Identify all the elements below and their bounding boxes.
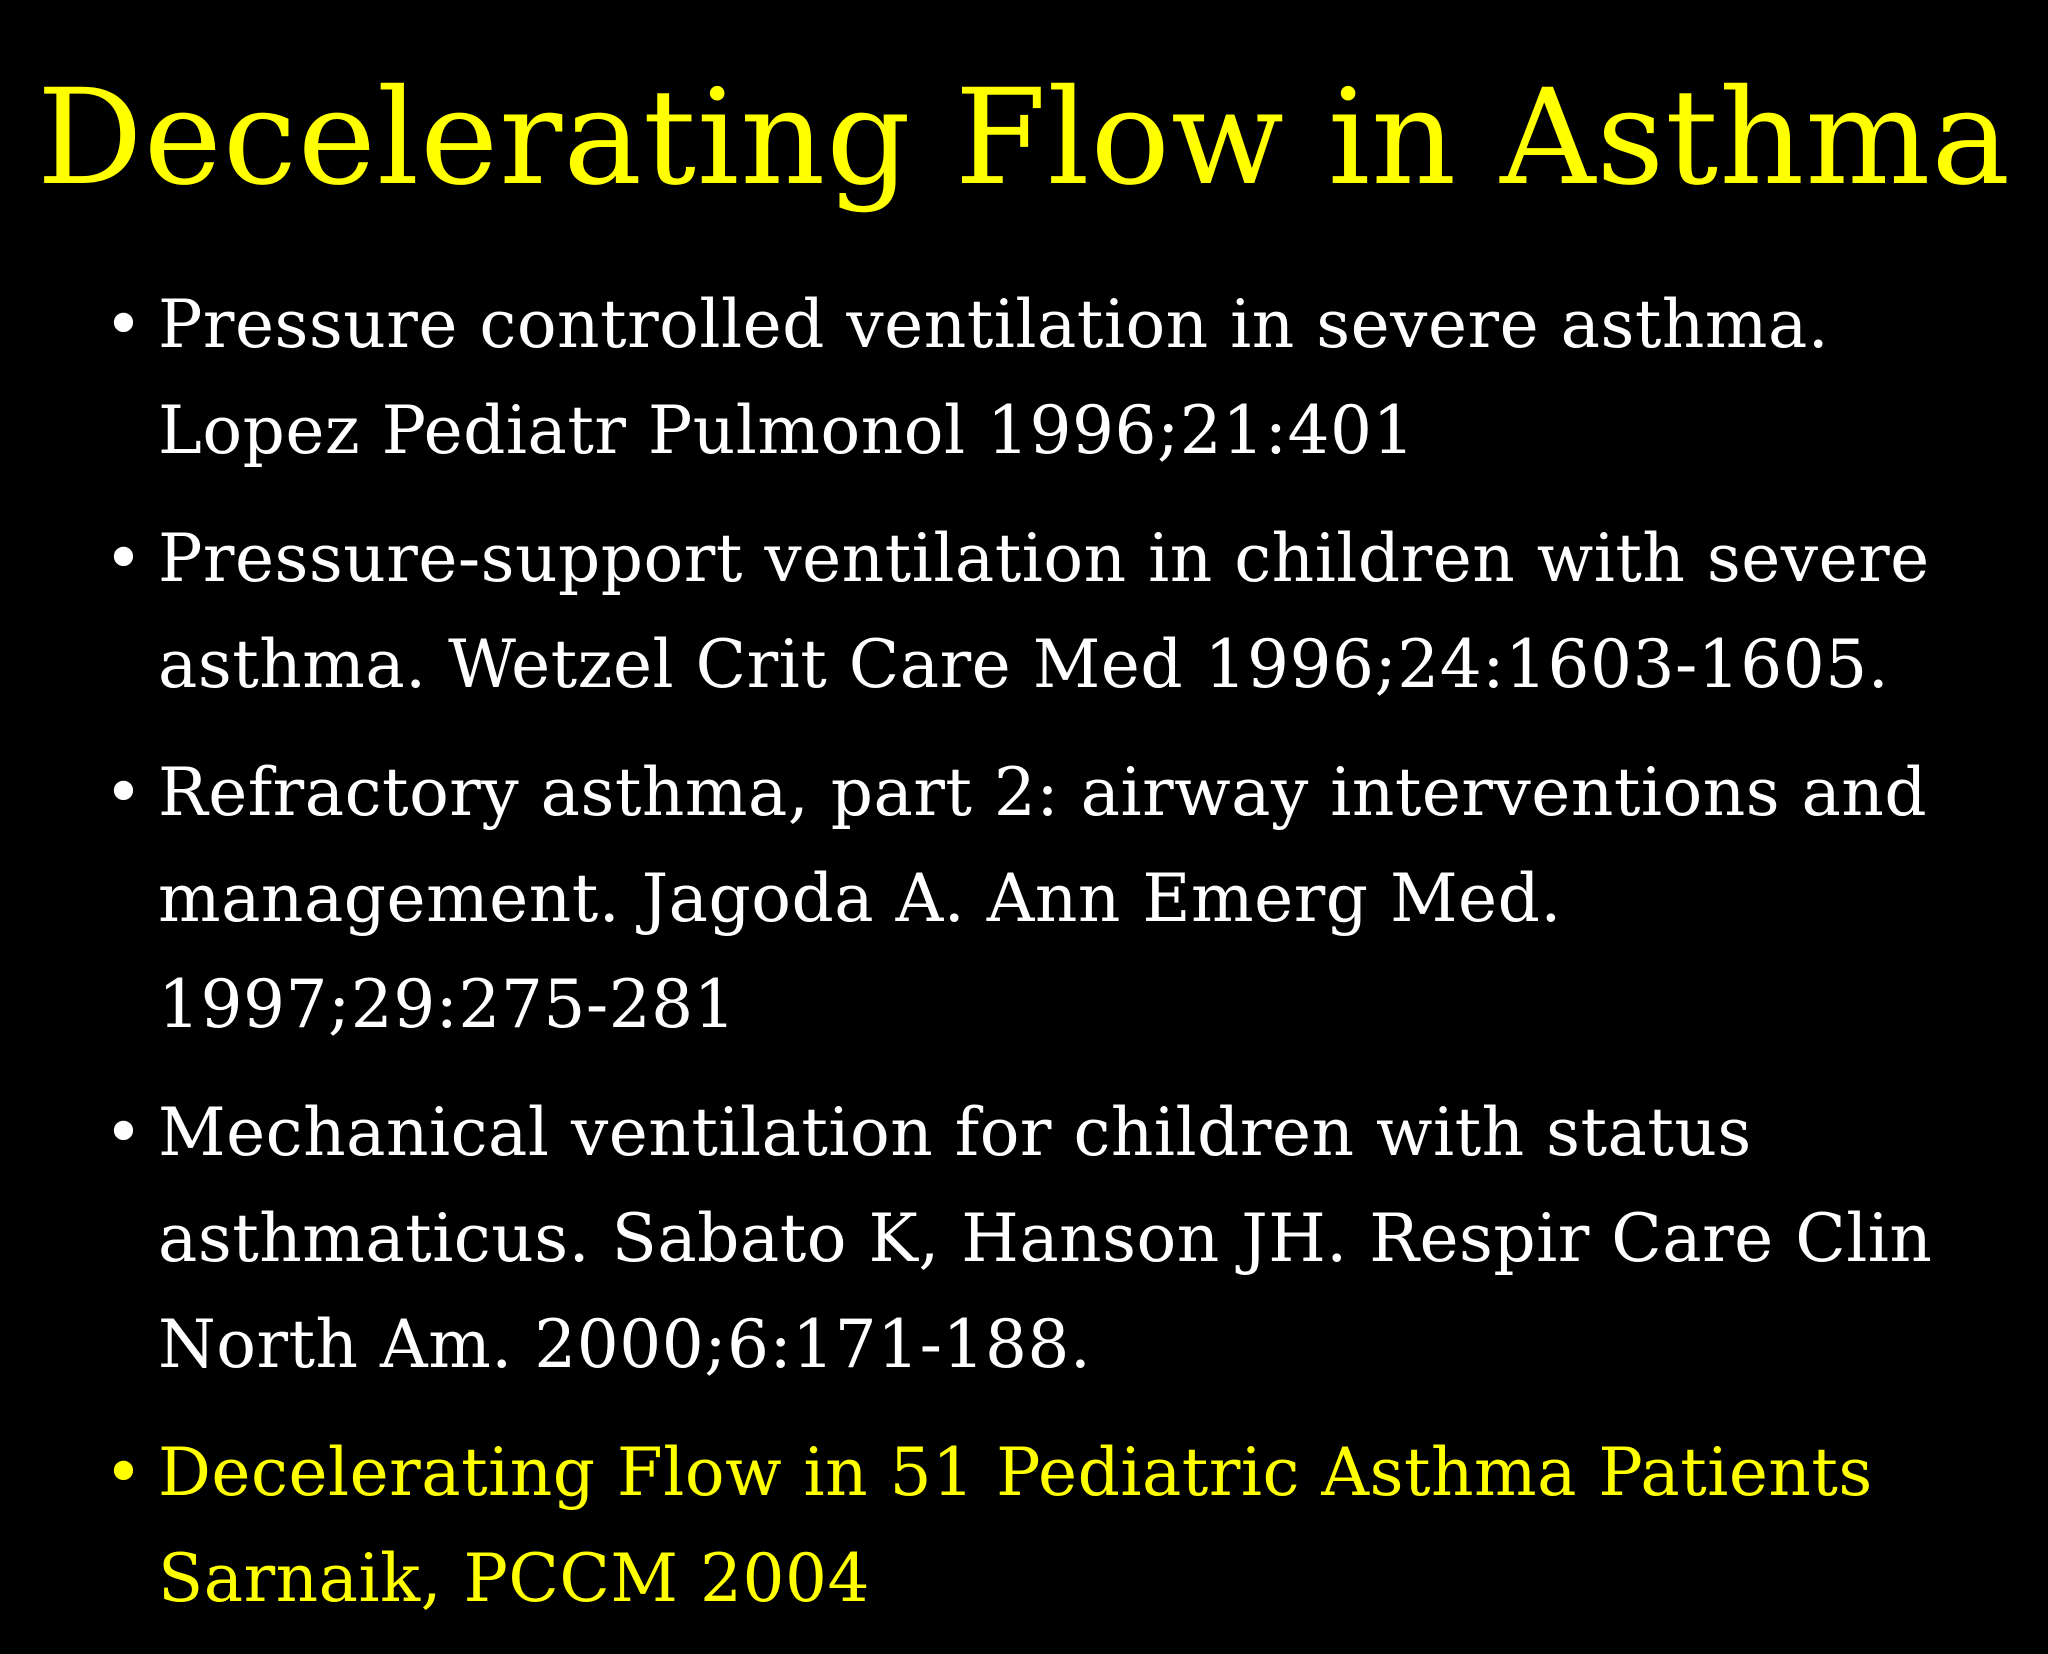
bullet-item-jagoda xyxy=(104,740,1984,1058)
bullet-text: Decelerating Flow in 51 Pediatric Asthma Patients Sarnaik, PCCM 2004 xyxy=(158,1434,1873,1617)
bullet-text: Pressure-support ventilation in children with severe asthma. Wetzel Crit Care Med 1996;24:1603-1605. xyxy=(158,520,1930,703)
bullet-item-sabato xyxy=(104,1080,1984,1398)
bullet-dot-icon: • xyxy=(104,1434,144,1511)
bullet-dot-icon: • xyxy=(104,754,144,831)
bullet-item-wetzel xyxy=(104,506,1984,718)
bullet-text: Refractory asthma, part 2: airway interventions and management. Jagoda A. Ann Emerg Med. 1997;29:275-281 xyxy=(158,754,1928,1043)
bullet-dot-icon: • xyxy=(104,1094,144,1171)
bullet-dot-icon: • xyxy=(104,286,144,363)
bullet-text: Mechanical ventilation for children with status asthmaticus. Sabato K, Hanson JH. Respir Care Clin North Am. 2000;6:171-188. xyxy=(158,1094,1933,1383)
bullet-list xyxy=(104,272,1984,1654)
bullet-item-lopez xyxy=(104,272,1984,484)
bullet-text: Pressure controlled ventilation in severe asthma. Lopez Pediatr Pulmonol 1996;21:401 xyxy=(158,286,1830,469)
bullet-item-sarnaik xyxy=(104,1420,1984,1632)
bullet-dot-icon: • xyxy=(104,520,144,597)
slide-title: Decelerating Flow in Asthma xyxy=(36,61,2012,215)
